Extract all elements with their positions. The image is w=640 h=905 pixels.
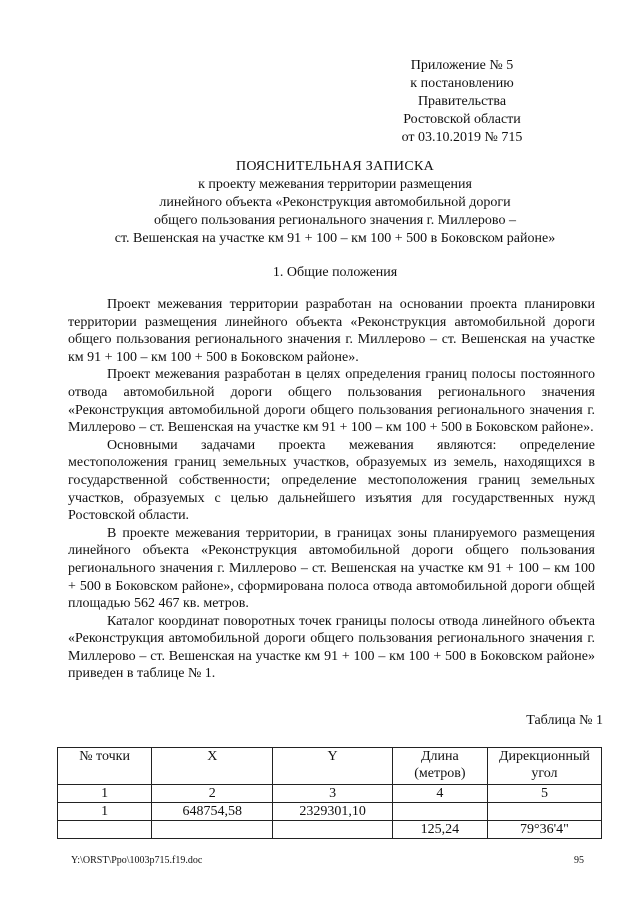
- appendix-header: [352, 57, 572, 147]
- header-y: Y: [273, 748, 393, 785]
- table-cell: [152, 821, 273, 839]
- header-point: № точки: [58, 748, 152, 785]
- table-cell: [487, 803, 601, 821]
- table-cell: 2: [152, 785, 273, 803]
- table-header-row: [58, 748, 602, 785]
- header-length-line1: Длина: [421, 749, 459, 764]
- body-text: [68, 296, 595, 683]
- appendix-line: к постановлению: [410, 76, 514, 91]
- section-heading: 1. Общие положения: [272, 265, 398, 280]
- title-main: ПОЯСНИТЕЛЬНАЯ ЗАПИСКА: [235, 159, 435, 174]
- header-angle-line1: Дирекционный: [498, 749, 590, 764]
- header-length: [392, 748, 487, 785]
- table-cell: 5: [487, 785, 601, 803]
- table-cell: 1: [58, 803, 152, 821]
- paragraph: В проекте межевания территории, в границах зоны планируемого размещения линейного объекта «Реконструкция автомобильной дороги общего пользования регионального значения г. Миллерово – ст. Вешенская на участке км 91 + 100 – км 100 + 500 в Боковском районе», сформирована полоса отвода автомобильной дороги общей площадью 562 467 кв. метров.: [68, 525, 595, 612]
- appendix-line: Приложение № 5: [410, 58, 514, 73]
- table-numbering-row: [58, 785, 602, 803]
- footer-file-path: Y:\ORST\Ppo\1003p715.f19.doc: [71, 855, 203, 866]
- appendix-line: Ростовской области: [403, 112, 521, 127]
- table-row: [58, 821, 602, 839]
- table-cell: 648754,58: [152, 803, 273, 821]
- paragraph: Проект межевания разработан в целях определения границ полосы постоянного отвода автомобильной дороги общего пользования регионального значения «Реконструкция автомобильной дороги общего пользования регионального значения г. Миллерово – ст. Вешенская на участке км 91 + 100 – км 100 + 500 в Боковском районе».: [68, 367, 595, 436]
- header-angle: [487, 748, 601, 785]
- header-angle-line2: угол: [531, 766, 558, 781]
- table-cell: [58, 821, 152, 839]
- paragraph: Основными задачами проекта межевания являются: определение местоположения границ земельных участков, образуемых из земель, находящихся в государственной собственности; определение местоположения границ земельных участков, образуемых с целью дальнейшего изъятия для государственных нужд Ростовской области.: [68, 437, 595, 524]
- paragraph: Проект межевания территории разработан на основании проекта планировки территории размещения линейного объекта «Реконструкция автомобильной дороги общего пользования регионального значения г. Миллерово – ст. Вешенская на участке км 91 + 100 – км 100 + 500 в Боковском районе».: [68, 297, 595, 365]
- title-line: к проекту межевания территории размещения: [198, 177, 472, 192]
- table-caption: Таблица № 1: [526, 713, 603, 728]
- footer-page-number: 95: [574, 855, 584, 866]
- header-length-line2: (метров): [414, 766, 466, 781]
- title-line: ст. Вешенская на участке км 91 + 100 – км 100 + 500 в Боковском районе»: [114, 231, 556, 246]
- title-line: линейного объекта «Реконструкция автомобильной дороги: [159, 195, 511, 210]
- table-cell: 3: [273, 785, 393, 803]
- header-x: X: [152, 748, 273, 785]
- table-cell: 4: [392, 785, 487, 803]
- table-cell: [392, 803, 487, 821]
- title-line: общего пользования регионального значения г. Миллерово –: [154, 213, 516, 228]
- table-cell: 2329301,10: [273, 803, 393, 821]
- table-cell: [273, 821, 393, 839]
- appendix-line: от 03.10.2019 № 715: [401, 130, 523, 145]
- table-cell: 79°36'4": [487, 821, 601, 839]
- table-cell: 125,24: [392, 821, 487, 839]
- table-row: [58, 803, 602, 821]
- paragraph: Каталог координат поворотных точек границы полосы отвода линейного объекта «Реконструкция автомобильной дороги общего пользования регионального значения г. Миллерово – ст. Вешенская на участке км 91 + 100 – км 100 + 500 в Боковском районе» приведен в таблице № 1.: [68, 613, 595, 682]
- appendix-line: Правительства: [417, 94, 507, 109]
- table-cell: 1: [58, 785, 152, 803]
- coordinates-table: [57, 747, 602, 839]
- document-title: [40, 158, 630, 248]
